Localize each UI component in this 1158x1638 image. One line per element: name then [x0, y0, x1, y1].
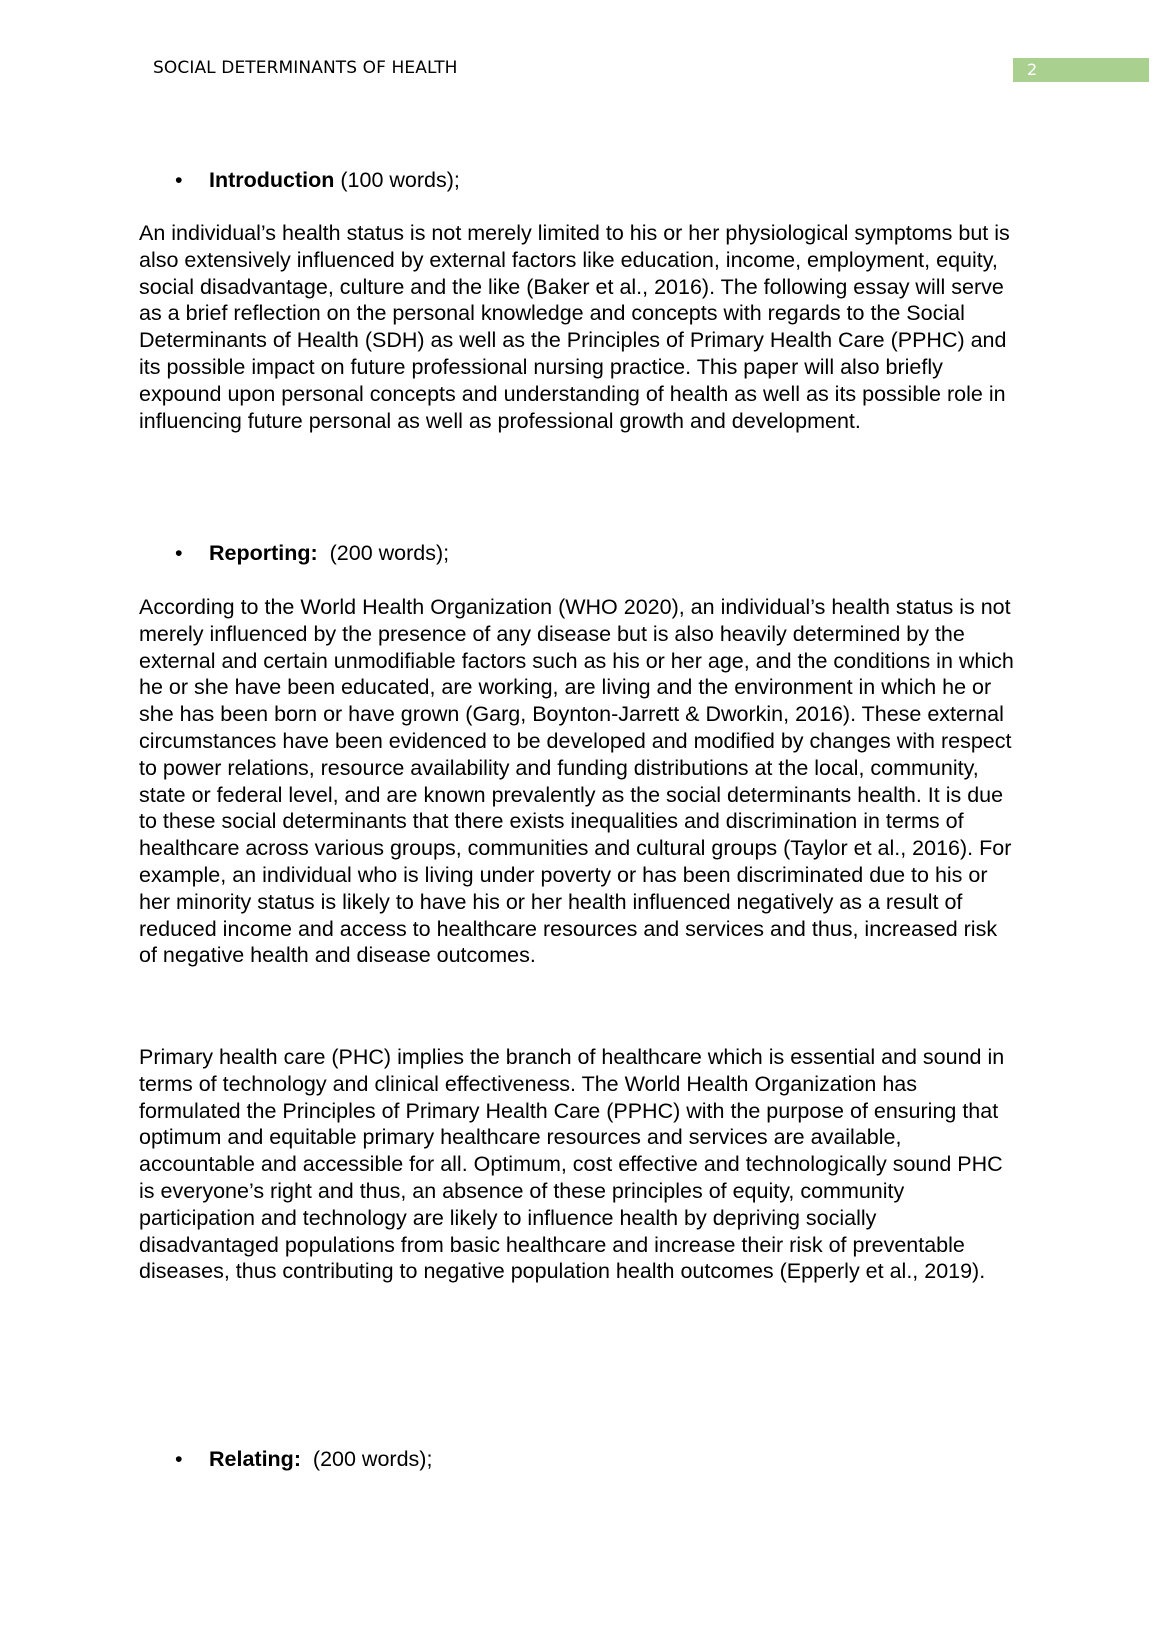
heading-title: Reporting:: [209, 541, 318, 565]
heading-word-count: (200 words);: [317, 541, 450, 565]
bullet-icon: •: [175, 541, 183, 565]
reporting-paragraph-1: According to the World Health Organization (WHO 2020), an individual’s health status is not merely influenced by the presence of any disease but is also heavily determined by the external and certain unmodifiable factors such as his or her age, and the conditions in which he or she have been educated, are working, are living and the environment in which he or she has been born or have grown (Garg, Boynton-Jarrett & Dworkin, 2016). These external circumstances have been evidenced to be developed and modified by changes with respect to power relations, resource availability and funding distributions at the local, community, state or federal level, and are known prevalently as the social determinants health. It is due to these social determinants that there exists inequalities and discrimination in terms of healthcare across various groups, communities and cultural groups (Taylor et al., 2016). For example, an individual who is living under poverty or has been discriminated due to his or her minority status is likely to have his or her health influenced negatively as a result of reduced income and access to healthcare resources and services and thus, increased risk of negative health and disease outcomes.: [139, 595, 1014, 968]
heading-word-count: (200 words);: [300, 1447, 433, 1471]
reporting-paragraph-2: Primary health care (PHC) implies the branch of healthcare which is essential and sound in terms of technology and clinical effectiveness. The World Health Organization has formulated the Principles of Primary Health Care (PPHC) with the purpose of ensuring that optimum and equitable primary healthcare resources and services are available, accountable and accessible for all. Optimum, cost effective and technologically sound PHC is everyone’s right and thus, an absence of these principles of equity, community participation and technology are likely to influence health by depriving socially disadvantaged populations from basic healthcare and increase their risk of preventable diseases, thus contributing to negative population health outcomes (Epperly et al., 2019).: [139, 1045, 1005, 1284]
heading-title: Introduction: [209, 168, 335, 192]
running-head: SOCIAL DETERMINANTS OF HEALTH: [153, 58, 458, 78]
bullet-icon: •: [175, 1447, 183, 1471]
heading-title: Relating:: [209, 1447, 301, 1471]
bullet-icon: •: [175, 168, 183, 192]
introduction-paragraph: An individual’s health status is not merely limited to his or her physiological symptoms but is also extensively influenced by external factors like education, income, employment, equity, social disadvantage, culture and the like (Baker et al., 2016). The following essay will serve as a brief reflection on the personal knowledge and concepts with regards to the Social Determinants of Health (SDH) as well as the Principles of Primary Health Care (PPHC) and its possible impact on future professional nursing practice. This paper will also briefly expound upon personal concepts and understanding of health as well as its possible role in influencing future personal as well as professional growth and development.: [139, 221, 1010, 433]
heading-word-count: (100 words);: [334, 168, 460, 192]
page-number: 2: [1027, 60, 1038, 79]
page-number-box: [1013, 58, 1149, 82]
